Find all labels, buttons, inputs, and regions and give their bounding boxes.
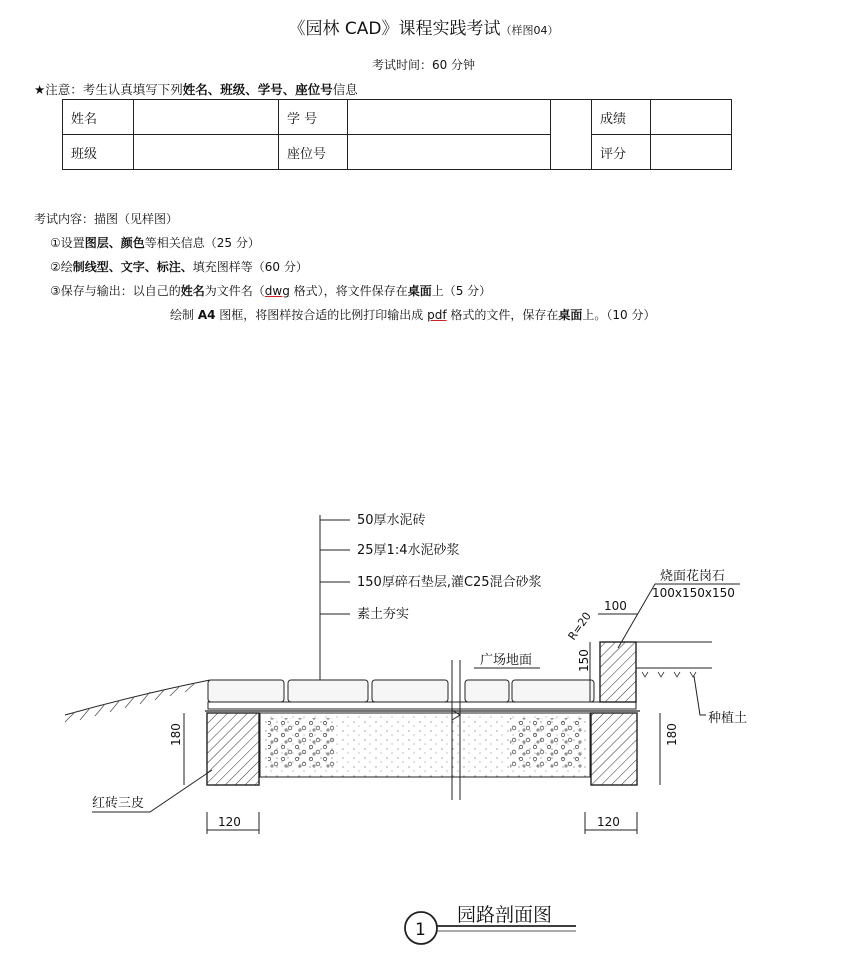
task-4: 绘制 A4 图框，将图样按合适的比例打印输出成 pdf 格式的文件，保存在桌面上。（10 分）	[170, 308, 656, 322]
gravel-fill-left	[268, 718, 336, 768]
dim-150-text: 150	[577, 649, 591, 672]
layer-1-label: 50厚水泥砖	[357, 513, 426, 528]
exam-content	[34, 207, 656, 327]
notice-line: ★注意：考生认真填写下列姓名、班级、学号、座位号信息	[34, 82, 358, 97]
class-cell	[134, 135, 279, 170]
task-2: ②绘制线型、文字、标注、填充图样等（60 分）	[50, 260, 308, 274]
dim-120-left-text: 120	[218, 815, 241, 829]
task-3: ③保存与输出：以自己的姓名为文件名（dwg 格式），将文件保存在桌面上（5 分）	[50, 284, 492, 298]
name-cell	[134, 100, 279, 135]
seat-cell	[348, 135, 551, 170]
paving-bricks	[208, 680, 594, 702]
plaza-label: 广场地面	[480, 653, 533, 668]
exam-time: 考试时间：60 分钟	[371, 58, 476, 72]
sample-number: （样图04）	[500, 24, 559, 37]
layer-3-label: 150厚碎石垫层,灌C25混合砂浆	[357, 575, 542, 590]
curb-size-label: 100x150x150	[652, 586, 735, 600]
content-heading: 考试内容：描图（见样图）	[34, 212, 179, 226]
right-brick-edge	[591, 713, 637, 785]
dim-120-right-text: 120	[597, 815, 620, 829]
soil-label: 种植土	[708, 711, 748, 726]
student-id-cell	[348, 100, 551, 135]
task-1: ①设置图层、颜色等相关信息（25 分）	[50, 236, 260, 250]
slope-hatch	[65, 683, 195, 722]
soil-symbols	[642, 672, 696, 677]
grade-label: 评分	[592, 135, 651, 170]
dim-180-right-text: 180	[665, 723, 679, 746]
dim-100-text: 100	[604, 599, 627, 613]
exam-title: 《园林 CAD》课程实践考试（样图04）	[288, 19, 559, 39]
soil-leader	[694, 676, 706, 715]
layer-2-label: 25厚1:4水泥砂浆	[357, 543, 460, 558]
mortar-layer	[208, 702, 636, 709]
left-slope	[65, 680, 210, 715]
curb-name-label: 烧面花岗石	[660, 569, 726, 584]
class-label: 班级	[63, 135, 134, 170]
figure-title: 园路剖面图	[457, 904, 553, 926]
left-brick-edge	[207, 713, 259, 785]
score-label: 成绩	[592, 100, 651, 135]
student-id-label: 学 号	[279, 100, 348, 135]
dim-r20-text: R=20	[565, 609, 594, 643]
granite-curb	[600, 642, 636, 702]
dim-180-left-text: 180	[169, 723, 183, 746]
grade-cell	[651, 135, 732, 170]
figure-number: 1	[415, 920, 426, 940]
gravel-fill-right	[510, 718, 582, 768]
dim-120-lines	[207, 812, 637, 834]
score-cell	[651, 100, 732, 135]
student-info-table	[62, 99, 732, 170]
layer-leaders	[320, 515, 350, 680]
spacer-cell	[551, 100, 592, 170]
seat-label: 座位号	[279, 135, 348, 170]
brick-label: 红砖三皮	[92, 796, 145, 811]
layer-4-label: 素土夯实	[357, 607, 410, 622]
name-label: 姓名	[63, 100, 134, 135]
